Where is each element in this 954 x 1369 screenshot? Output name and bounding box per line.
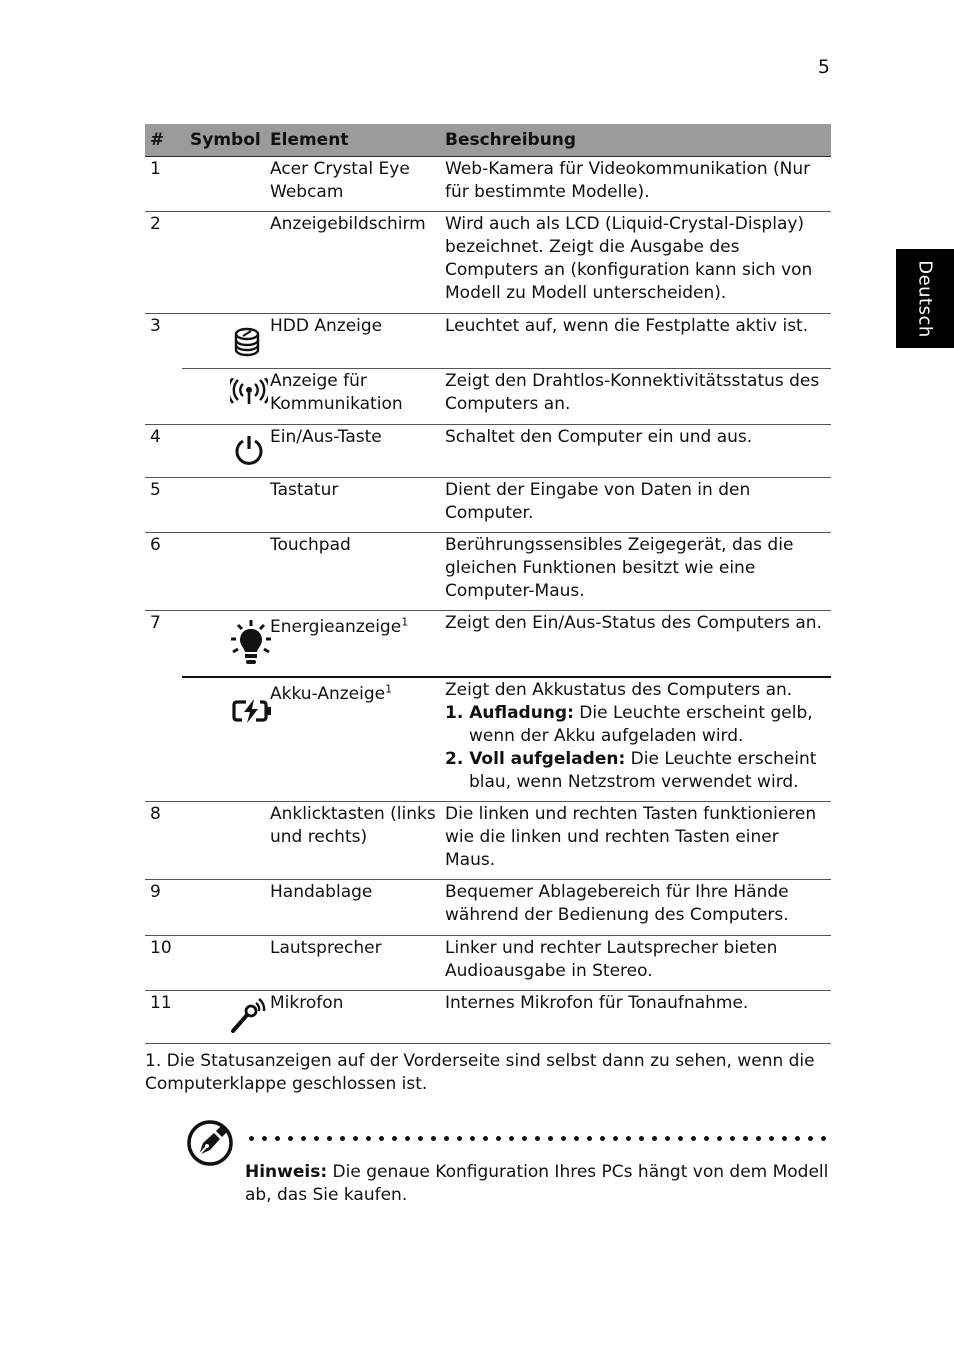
header-description: Beschreibung [445,124,831,157]
note-pen-icon [186,1119,234,1174]
row-element: Ein/Aus-Taste [270,427,382,447]
row-number: 5 [150,480,161,500]
row-number [150,369,182,370]
row-number: 9 [150,881,161,902]
row-element-text: Energieanzeige [270,617,402,637]
row-description: Internes Mikrofon für Tonaufnahme. [445,992,749,1013]
table-row [145,425,831,478]
microphone-icon [229,997,269,1040]
row-element: Touchpad [270,535,351,555]
table-row [145,314,831,369]
row-element-text: Akku-Anzeige [270,684,386,704]
header-symbol: Symbol [182,124,270,157]
row-element: Mikrofon [270,992,344,1013]
list-item-label: 2. Voll aufgeladen: [445,749,626,769]
list-item-text: Die Leuchte erscheint gelb, wenn der Akku aufgeladen wird. [469,703,813,746]
list-item-label: 1. Aufladung: [445,703,574,723]
row-number: 10 [150,937,172,958]
language-tab-label: Deutsch [914,259,936,338]
note-label: Hinweis: [245,1162,328,1182]
note-body: Die genaue Konfiguration Ihres PCs hängt von dem Modell ab, das Sie kaufen. [245,1162,829,1205]
row-description: Wird auch als LCD (Liquid-Crystal-Display) bezeichnet. Zeigt die Ausgabe des Computers an (konfiguration kann sich von Modell zu Modell unterscheiden). [445,214,813,303]
battery-icon [232,698,272,731]
table-row [145,212,831,314]
footnote-marker: 1 [385,682,393,696]
power-light-icon [230,619,272,676]
table-row [145,879,831,935]
table-row [145,533,831,611]
row-element: Anzeige für Kommunikation [270,371,403,414]
row-number: 6 [150,535,161,555]
wireless-icon [230,378,268,415]
battery-status-list [445,702,831,794]
row-number [150,677,182,678]
list-item [445,702,831,748]
table-row [145,478,831,533]
table-row [145,677,831,801]
table-row [145,611,831,678]
row-element [270,678,445,706]
row-description [445,678,831,794]
row-number: 7 [150,613,161,633]
row-element: HDD Anzeige [270,316,383,336]
language-tab [896,249,954,348]
header-element: Element [270,124,445,157]
row-description: Berührungssensibles Zeigegerät, das die gleichen Funktionen besitzt wie eine Computer-Maus. [445,535,794,601]
row-description: Bequemer Ablagebereich für Ihre Hände während der Bedienung des Computers. [445,881,789,925]
power-icon [233,434,265,473]
table-header-row [145,124,831,157]
note-divider [245,1136,831,1141]
row-number: 3 [150,316,161,336]
row-description: Die linken und rechten Tasten funktionieren wie die linken und rechten Tasten einer Maus. [445,803,817,870]
row-description: Schaltet den Computer ein und aus. [445,427,753,447]
table-row [145,801,831,879]
row-description: Zeigt den Ein/Aus-Status des Computers an. [445,613,822,633]
row-number: 2 [150,214,161,234]
row-description: Web-Kamera für Videokommunikation (Nur für bestimmte Modelle). [445,159,811,202]
table-row [145,935,831,990]
table-row [145,990,831,1043]
row-description: Leuchtet auf, wenn die Festplatte aktiv ist. [445,316,809,336]
row-element: Tastatur [270,480,339,500]
row-number: 8 [150,803,161,824]
row-description: Linker und rechter Lautsprecher bieten Audioausgabe in Stereo. [445,937,778,981]
footnote-marker: 1 [401,615,409,629]
table-row [145,157,831,212]
hdd-icon [233,327,261,364]
list-item-text: Die Leuchte erscheint blau, wenn Netzstrom verwendet wird. [469,749,817,792]
list-item [445,748,831,794]
row-description-intro: Zeigt den Akkustatus des Computers an. [445,680,793,700]
header-number: # [145,124,182,157]
row-description: Dient der Eingabe von Daten in den Computer. [445,480,751,523]
note-text [245,1161,831,1207]
row-number: 11 [150,992,172,1013]
row-element: Handablage [270,881,373,902]
component-table [145,124,831,1044]
row-description: Zeigt den Drahtlos-Konnektivitätsstatus des Computers an. [445,371,820,414]
row-number: 4 [150,427,161,447]
table-row [145,369,831,425]
page-number: 5 [817,56,830,78]
footnote: 1. Die Statusanzeigen auf der Vorderseite sind selbst dann zu sehen, wenn die Computerklappe geschlossen ist. [145,1051,815,1094]
row-number: 1 [150,159,161,179]
row-element [270,611,445,639]
row-element: Lautsprecher [270,937,382,958]
row-element: Anzeigebildschirm [270,214,426,234]
row-element: Anklicktasten (links und rechts) [270,803,436,847]
row-element: Acer Crystal Eye Webcam [270,159,410,202]
